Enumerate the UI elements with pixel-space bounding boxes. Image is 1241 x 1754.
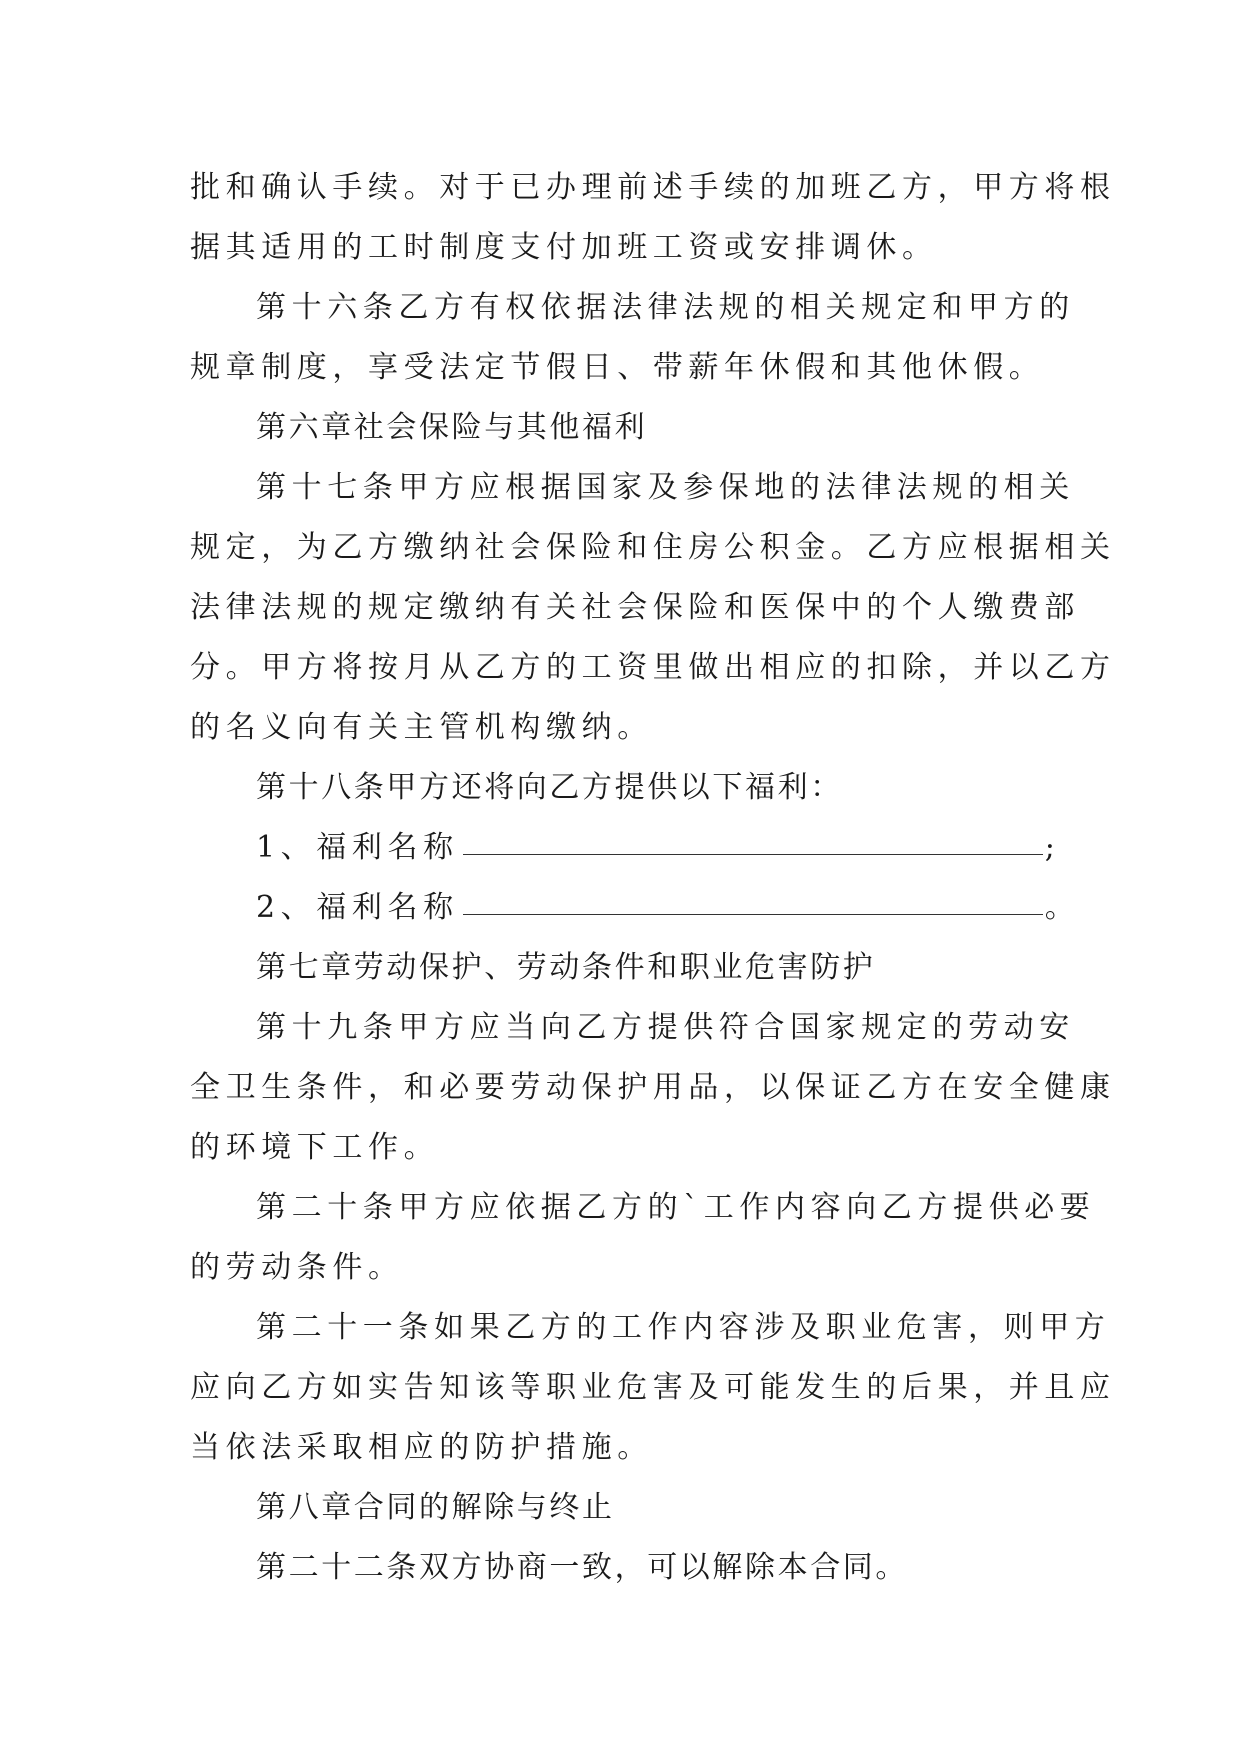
chapter-8-heading: 第八章合同的解除与终止 (256, 1490, 615, 1525)
welfare-item-label: 2、福利名称 (256, 890, 459, 925)
article-18: 第十八条甲方还将向乙方提供以下福利： (256, 770, 843, 805)
welfare-item-2 (190, 878, 1081, 938)
welfare-item-punct: ; (1044, 830, 1061, 865)
body-line: 应向乙方如实告知该等职业危害及可能发生的后果，并且应 (190, 1370, 1116, 1405)
article-21: 第二十一条如果乙方的工作内容涉及职业危害，则甲方 (256, 1310, 1111, 1345)
body-line: 当依法采取相应的防护措施。 (190, 1430, 653, 1465)
chapter-7-heading: 第七章劳动保护、劳动条件和职业危害防护 (256, 950, 876, 985)
article-19: 第十九条甲方应当向乙方提供符合国家规定的劳动安 (256, 1010, 1075, 1045)
article-20: 第二十条甲方应依据乙方的`工作内容向乙方提供必要 (256, 1190, 1096, 1225)
article-17: 第十七条甲方应根据国家及参保地的法律法规的相关 (256, 470, 1075, 505)
document-page (190, 158, 1116, 1598)
body-line: 全卫生条件，和必要劳动保护用品，以保证乙方在安全健康 (190, 1070, 1116, 1105)
body-line: 据其适用的工时制度支付加班工资或安排调休。 (190, 230, 938, 265)
body-line: 批和确认手续。对于已办理前述手续的加班乙方，甲方将根 (190, 170, 1116, 205)
body-line: 规章制度，享受法定节假日、带薪年休假和其他休假。 (190, 350, 1045, 385)
body-line: 分。甲方将按月从乙方的工资里做出相应的扣除，并以乙方 (190, 650, 1116, 685)
body-line: 规定，为乙方缴纳社会保险和住房公积金。乙方应根据相关 (190, 530, 1116, 565)
fill-in-blank[interactable] (463, 878, 1043, 915)
body-line: 的劳动条件。 (190, 1250, 404, 1285)
body-line: 的环境下工作。 (190, 1130, 440, 1165)
body-line: 的名义向有关主管机构缴纳。 (190, 710, 653, 745)
article-22: 第二十二条双方协商一致，可以解除本合同。 (256, 1550, 908, 1585)
welfare-item-punct: 。 (1044, 890, 1081, 925)
welfare-item-label: 1、福利名称 (256, 830, 459, 865)
welfare-item-1 (190, 818, 1061, 878)
fill-in-blank[interactable] (463, 818, 1043, 855)
article-16: 第十六条乙方有权依据法律法规的相关规定和甲方的 (256, 290, 1075, 325)
chapter-6-heading: 第六章社会保险与其他福利 (256, 410, 648, 445)
body-line: 法律法规的规定缴纳有关社会保险和医保中的个人缴费部 (190, 590, 1080, 625)
